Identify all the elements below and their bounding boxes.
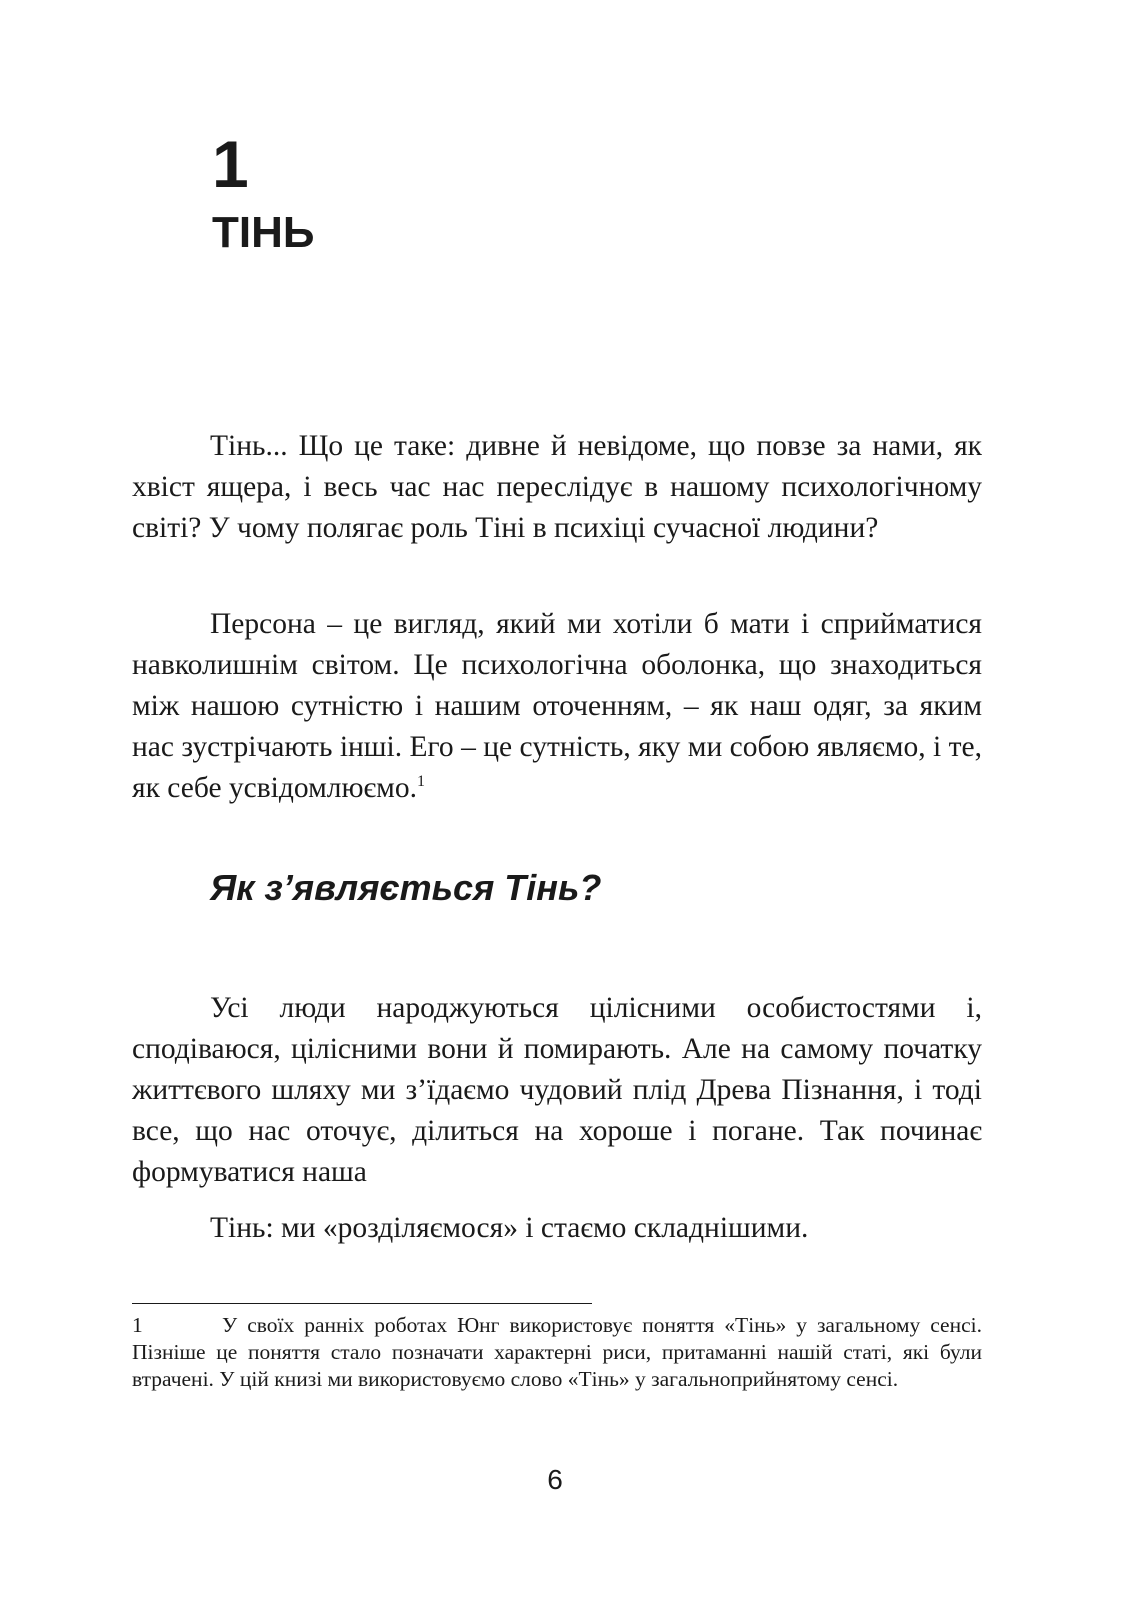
footnote-marker: 1 xyxy=(132,1313,143,1337)
body-paragraph xyxy=(132,604,982,809)
footnote-text: У своїх ранніх роботах Юнг використовує поняття «Тінь» у загальному сенсі. Пізніше це поняття стало позначати характерні риси, притаманні нашій статі, які були втрачені. У цій книзі ми використовуємо слово «Тінь» у загальноприйнятому сенсі. xyxy=(132,1313,982,1391)
body-paragraph-text: Персона – це вигляд, який ми хотіли б мати і сприйматися навколишнім світом. Це психологічна оболонка, що знаходиться між нашою сутністю і нашим оточенням, – як наш одяг, за яким нас зустрічають інші. Его – це сутність, яку ми собою являємо, і те, як себе усвідомлюємо. xyxy=(132,608,982,804)
chapter-number: 1 xyxy=(212,127,249,201)
body-paragraph: Тінь: ми «розділяємося» і стаємо складнішими. xyxy=(210,1212,809,1244)
body-paragraph: Тінь... Що це таке: дивне й невідоме, що повзе за нами, як хвіст ящера, і весь час нас переслідує в нашому психологічному світі? У чому полягає роль Тіні в психіці сучасної людини? xyxy=(132,430,982,544)
footnote-reference[interactable]: 1 xyxy=(416,773,425,791)
body-paragraph: Усі люди народжуються цілісними особистостями і, сподіваюся, цілісними вони й помирають. Але на самому початку життєвого шляху ми з’їдаємо чудовий плід Древа Пізнання, і тоді все, що нас оточує, ділиться на хороше і погане. Так починає формуватися наша xyxy=(132,992,982,1188)
page-number: 6 xyxy=(547,1464,563,1495)
footnote xyxy=(132,1312,982,1393)
chapter-title: ТІНЬ xyxy=(212,208,315,257)
section-heading: Як з’являється Тінь? xyxy=(210,867,602,908)
footnote-divider xyxy=(132,1303,592,1304)
